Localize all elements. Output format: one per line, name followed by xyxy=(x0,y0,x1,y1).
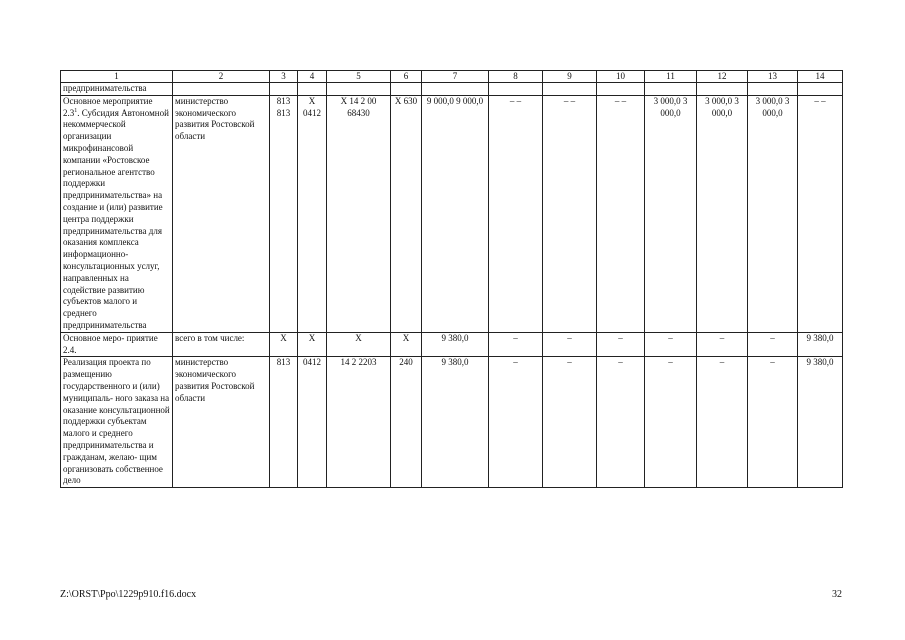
grbs-cell: 813 xyxy=(270,357,298,488)
header-cell: 4 xyxy=(298,71,327,83)
rzpr-cell: 0412 xyxy=(298,357,327,488)
header-cell: 8 xyxy=(489,71,543,83)
executor-cell: министерство экономического развития Ростовской области xyxy=(173,95,270,332)
vr-cell: X xyxy=(391,332,422,357)
year-cell: 3 000,0 3 000,0 xyxy=(697,95,748,332)
header-cell: 12 xyxy=(697,71,748,83)
year-cell: – xyxy=(489,357,543,488)
table-row-activity-2-3 xyxy=(61,95,843,332)
header-cell: 7 xyxy=(422,71,489,83)
year-cell: – xyxy=(489,332,543,357)
header-cell: 9 xyxy=(543,71,597,83)
year-cell: – xyxy=(597,357,645,488)
header-cell: 6 xyxy=(391,71,422,83)
activity-title: Основное мероприятие 2.3 xyxy=(63,95,153,118)
activity-name-cell: Основное меро- приятие 2.4. xyxy=(61,332,173,357)
continuation-text: предпринимательства xyxy=(61,83,173,96)
csr-cell: 14 2 2203 xyxy=(327,357,391,488)
header-cell: 10 xyxy=(597,71,645,83)
rzpr-cell: X 0412 xyxy=(298,95,327,332)
header-cell: 2 xyxy=(173,71,270,83)
rzpr-cell: X xyxy=(298,332,327,357)
activity-name-cell: Реализация проекта по размещению государственного и (или) муниципаль- ного заказа на оказание консультационной поддержки субъектам малого и среднего предпринимательства и гражданам, желаю- щим организовать собственное дело xyxy=(61,357,173,488)
grbs-cell: 813 813 xyxy=(270,95,298,332)
continuation-row xyxy=(61,83,843,96)
grbs-cell: X xyxy=(270,332,298,357)
year-cell: – – xyxy=(543,95,597,332)
year-cell: – xyxy=(645,357,697,488)
year-cell: – xyxy=(597,332,645,357)
year-cell: – xyxy=(748,357,798,488)
activity-name-cell: Основное мероприятие $2.3^1$. Субсидия Автономной некоммерческой организации микрофинансовой компании «Ростовское региональное агентство поддержки предпринимательства» на создание и (или) развитие центра поддержки предпринимательства для оказания комплекса информационно- консультационных услуг, направленных на содействие развитию субъектов малого и среднего предпринимательства xyxy=(61,95,173,332)
total-cell: 9 380,0 xyxy=(422,357,489,488)
header-cell: 3 xyxy=(270,71,298,83)
activity-description: Субсидия Автономной некоммерческой организации микрофинансовой компании «Ростовское региональное агентство поддержки предпринимательства» на создание и (или) развитие центра поддержки предпринимательства для оказания комплекса информационно- консультационных услуг, направленных на содействие развитию субъектов малого и среднего предпринимательства xyxy=(63,107,169,330)
header-cell: 11 xyxy=(645,71,697,83)
vr-cell: 240 xyxy=(391,357,422,488)
csr-cell: X 14 2 00 68430 xyxy=(327,95,391,332)
csr-cell: X xyxy=(327,332,391,357)
table-row-activity-2-4 xyxy=(61,332,843,357)
footer-file-path: Z:\ORST\Ppo\1229p910.f16.docx xyxy=(60,589,197,600)
year-cell: 3 000,0 3 000,0 xyxy=(645,95,697,332)
footnote-marker: 1 xyxy=(74,107,78,114)
header-row xyxy=(61,71,843,83)
executor-cell: всего в том числе: xyxy=(173,332,270,357)
year-cell: – xyxy=(645,332,697,357)
total-cell: 9 380,0 xyxy=(422,332,489,357)
year-cell: – xyxy=(748,332,798,357)
vr-cell: X 630 xyxy=(391,95,422,332)
year-cell: – xyxy=(543,332,597,357)
year-cell: – – xyxy=(597,95,645,332)
table-row-project xyxy=(61,357,843,488)
year-cell: 9 380,0 xyxy=(798,357,843,488)
header-cell: 14 xyxy=(798,71,843,83)
header-cell: 1 xyxy=(61,71,173,83)
header-cell: 13 xyxy=(748,71,798,83)
year-cell: – – xyxy=(798,95,843,332)
year-cell: – xyxy=(697,357,748,488)
page-number: 32 xyxy=(832,589,842,600)
year-cell: 9 380,0 xyxy=(798,332,843,357)
document-table xyxy=(60,70,843,488)
year-cell: – xyxy=(697,332,748,357)
header-cell: 5 xyxy=(327,71,391,83)
total-cell: 9 000,0 9 000,0 xyxy=(422,95,489,332)
executor-cell: министерство экономического развития Ростовской области xyxy=(173,357,270,488)
year-cell: 3 000,0 3 000,0 xyxy=(748,95,798,332)
year-cell: – – xyxy=(489,95,543,332)
year-cell: – xyxy=(543,357,597,488)
